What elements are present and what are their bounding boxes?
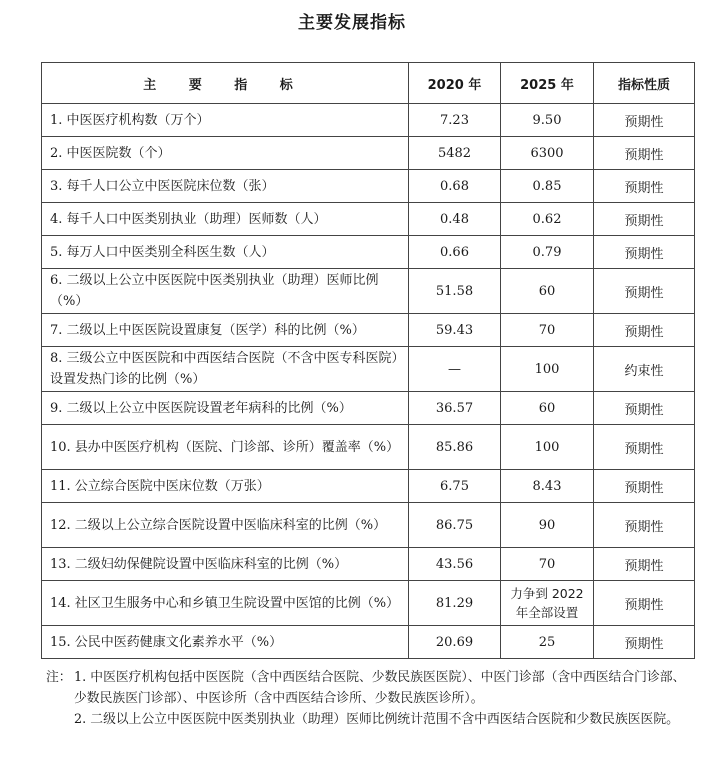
table-row bbox=[42, 236, 695, 269]
value-2025-cell: 60 bbox=[501, 269, 594, 314]
table-row bbox=[42, 626, 695, 659]
table-row bbox=[42, 314, 695, 347]
indicator-name-cell: 11. 公立综合医院中医床位数（万张） bbox=[42, 470, 409, 503]
indicator-name-cell: 10. 县办中医医疗机构（医院、门诊部、诊所）覆盖率（%） bbox=[42, 425, 409, 470]
value-2025-cell: 6300 bbox=[501, 137, 594, 170]
indicator-name-cell: 9. 二级以上公立中医医院设置老年病科的比例（%） bbox=[42, 392, 409, 425]
table-row bbox=[42, 269, 695, 314]
indicator-nature-cell: 预期性 bbox=[594, 581, 695, 626]
indicator-name-cell: 3. 每千人口公立中医医院床位数（张） bbox=[42, 170, 409, 203]
page-title: 主要发展指标 bbox=[298, 13, 406, 33]
indicator-name-cell: 8. 三级公立中医医院和中西医结合医院（不含中医专科医院）设置发热门诊的比例（%） bbox=[42, 347, 409, 392]
note-item bbox=[46, 667, 686, 709]
value-2020-cell: 7.23 bbox=[409, 104, 501, 137]
table-row bbox=[42, 104, 695, 137]
header-indicator: 主 要 指 标 bbox=[42, 63, 409, 104]
value-2025-cell: 70 bbox=[501, 314, 594, 347]
indicator-nature-cell: 预期性 bbox=[594, 503, 695, 548]
value-2020-cell: 51.58 bbox=[409, 269, 501, 314]
table-row bbox=[42, 203, 695, 236]
value-2025-cell: 8.43 bbox=[501, 470, 594, 503]
value-2025-cell: 90 bbox=[501, 503, 594, 548]
value-2020-cell: 5482 bbox=[409, 137, 501, 170]
indicator-nature-cell: 预期性 bbox=[594, 470, 695, 503]
indicator-name-cell: 4. 每千人口中医类别执业（助理）医师数（人） bbox=[42, 203, 409, 236]
value-2020-cell: 6.75 bbox=[409, 470, 501, 503]
value-2020-cell: — bbox=[409, 347, 501, 392]
table-row bbox=[42, 347, 695, 392]
note-text: 1. 中医医疗机构包括中医医院（含中西医结合医院、少数民族医医院）、中医门诊部（含中西医结合门诊部、少数民族医门诊部）、中医诊所（含中西医结合诊所、少数民族医诊所）。 bbox=[74, 670, 686, 706]
table-row bbox=[42, 503, 695, 548]
indicator-name-cell: 13. 二级妇幼保健院设置中医临床科室的比例（%） bbox=[42, 548, 409, 581]
table-row bbox=[42, 170, 695, 203]
value-2020-cell: 36.57 bbox=[409, 392, 501, 425]
value-2025-cell: 70 bbox=[501, 548, 594, 581]
note-text: 2. 二级以上公立中医医院中医类别执业（助理）医师比例统计范围不含中西医结合医院和少数民族医医院。 bbox=[74, 712, 679, 727]
value-2025-cell: 100 bbox=[501, 347, 594, 392]
indicator-name-cell: 5. 每万人口中医类别全科医生数（人） bbox=[42, 236, 409, 269]
notes bbox=[46, 667, 686, 730]
table-row bbox=[42, 548, 695, 581]
table-row bbox=[42, 581, 695, 626]
indicator-nature-cell: 预期性 bbox=[594, 425, 695, 470]
header-2025: 2025 年 bbox=[501, 63, 594, 104]
value-2025-cell: 9.50 bbox=[501, 104, 594, 137]
value-2020-cell: 85.86 bbox=[409, 425, 501, 470]
value-2020-cell: 59.43 bbox=[409, 314, 501, 347]
indicator-nature-cell: 约束性 bbox=[594, 347, 695, 392]
value-2020-cell: 43.56 bbox=[409, 548, 501, 581]
value-2025-cell: 60 bbox=[501, 392, 594, 425]
indicator-nature-cell: 预期性 bbox=[594, 170, 695, 203]
table-row bbox=[42, 137, 695, 170]
indicator-name-cell: 2. 中医医院数（个） bbox=[42, 137, 409, 170]
note-label: 注： bbox=[46, 670, 72, 685]
value-2020-cell: 81.29 bbox=[409, 581, 501, 626]
indicator-nature-cell: 预期性 bbox=[594, 104, 695, 137]
note-item bbox=[46, 709, 686, 730]
indicators-table bbox=[41, 62, 695, 659]
value-2025-cell: 力争到 2022 年全部设置 bbox=[501, 581, 594, 626]
indicator-name-cell: 6. 二级以上公立中医医院中医类别执业（助理）医师比例（%） bbox=[42, 269, 409, 314]
table-row bbox=[42, 392, 695, 425]
value-2025-cell: 0.85 bbox=[501, 170, 594, 203]
indicator-nature-cell: 预期性 bbox=[594, 392, 695, 425]
table-header-row bbox=[42, 63, 695, 104]
value-2025-cell: 25 bbox=[501, 626, 594, 659]
indicator-nature-cell: 预期性 bbox=[594, 548, 695, 581]
value-2025-cell: 0.62 bbox=[501, 203, 594, 236]
indicator-name-cell: 12. 二级以上公立综合医院设置中医临床科室的比例（%） bbox=[42, 503, 409, 548]
value-2025-cell: 100 bbox=[501, 425, 594, 470]
value-2020-cell: 20.69 bbox=[409, 626, 501, 659]
indicator-nature-cell: 预期性 bbox=[594, 269, 695, 314]
value-2025-cell: 0.79 bbox=[501, 236, 594, 269]
indicator-name-cell: 7. 二级以上中医医院设置康复（医学）科的比例（%） bbox=[42, 314, 409, 347]
table-body bbox=[42, 104, 695, 659]
indicator-name-cell: 15. 公民中医药健康文化素养水平（%） bbox=[42, 626, 409, 659]
indicator-nature-cell: 预期性 bbox=[594, 314, 695, 347]
indicator-nature-cell: 预期性 bbox=[594, 236, 695, 269]
value-2020-cell: 0.66 bbox=[409, 236, 501, 269]
table-row bbox=[42, 425, 695, 470]
indicator-name-cell: 1. 中医医疗机构数（万个） bbox=[42, 104, 409, 137]
header-nature: 指标性质 bbox=[594, 63, 695, 104]
indicator-nature-cell: 预期性 bbox=[594, 203, 695, 236]
indicator-name-cell: 14. 社区卫生服务中心和乡镇卫生院设置中医馆的比例（%） bbox=[42, 581, 409, 626]
table-row bbox=[42, 470, 695, 503]
value-2020-cell: 0.48 bbox=[409, 203, 501, 236]
indicator-nature-cell: 预期性 bbox=[594, 626, 695, 659]
value-2020-cell: 0.68 bbox=[409, 170, 501, 203]
header-2020: 2020 年 bbox=[409, 63, 501, 104]
indicator-nature-cell: 预期性 bbox=[594, 137, 695, 170]
value-2020-cell: 86.75 bbox=[409, 503, 501, 548]
